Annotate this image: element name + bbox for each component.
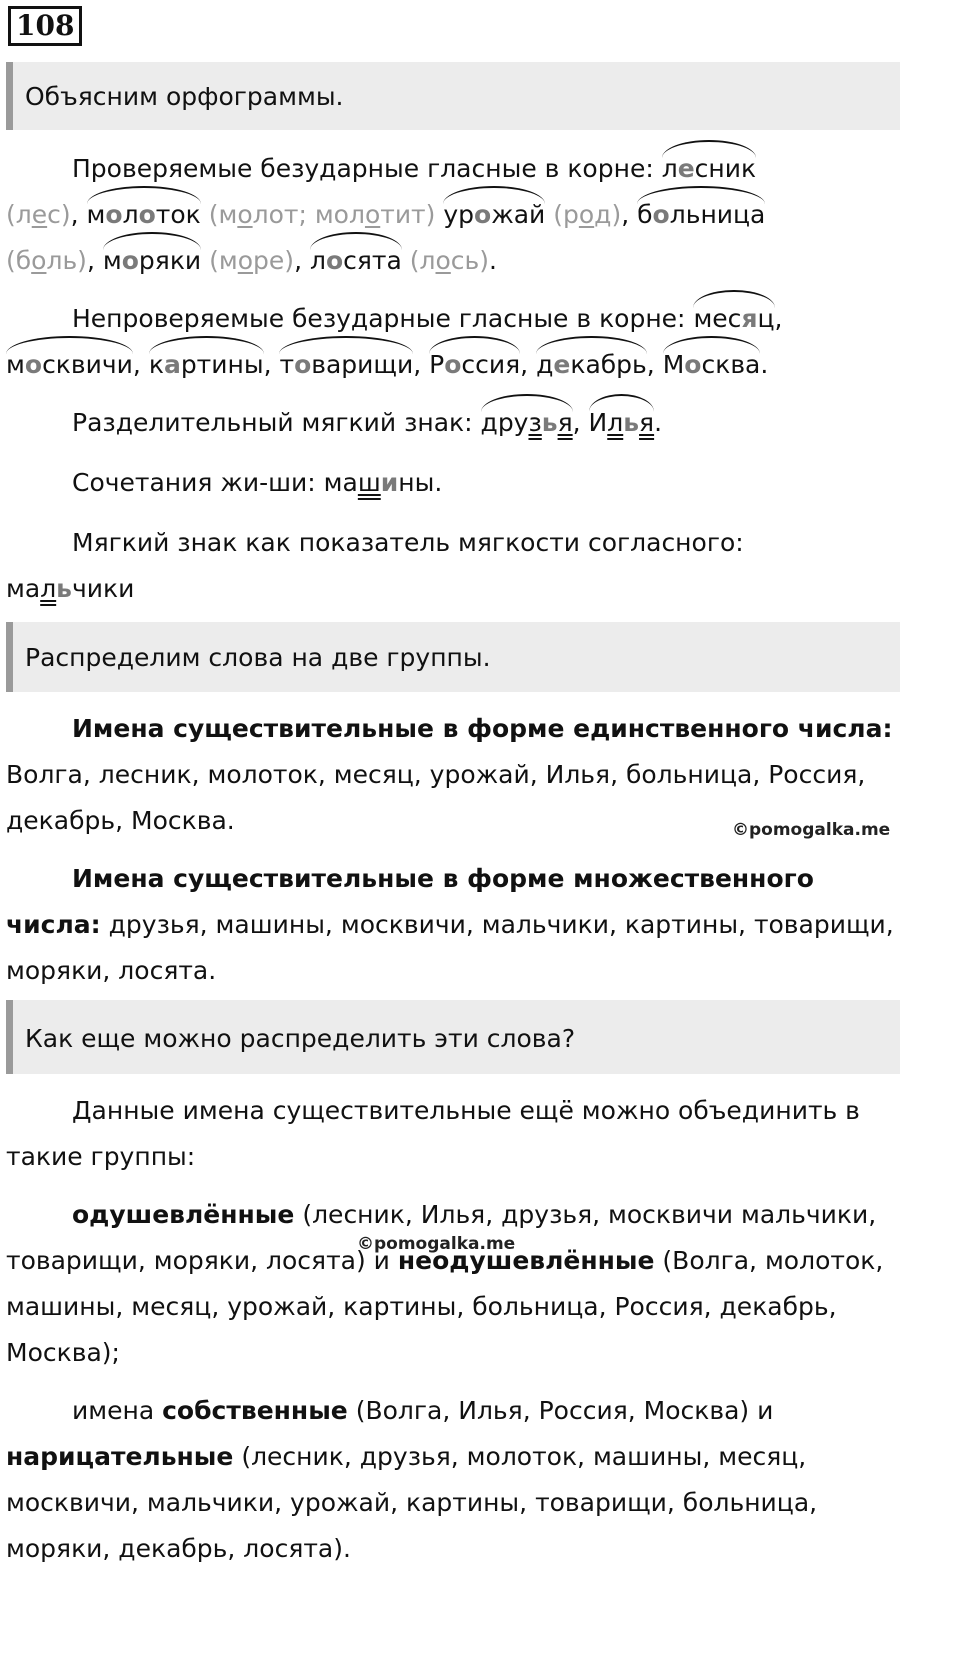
section-heading-groups: Распределим слова на две группы. xyxy=(6,622,900,692)
unchecked-vowels-label: Непроверяемые безударные гласные в корне: xyxy=(72,304,686,333)
other-intro-text: Данные имена существительные ещё можно объединить в такие группы: xyxy=(6,1096,860,1171)
singular-label: Имена существительные в форме единственного числа: xyxy=(72,714,893,743)
section-heading-spelling: Объясним орфограммы. xyxy=(6,62,900,130)
zhi-shi-paragraph: Сочетания жи-ши: машины. xyxy=(72,468,443,497)
singular-words: Волга, лесник, молоток, месяц, урожай, Илья, больница, Россия, декабрь, Москва. xyxy=(6,760,866,835)
unchecked-vowels-paragraph: Непроверяемые безударные гласные в корне: месяц, москвичи, картины, товарищи, Россия, декабрь, Москва. xyxy=(6,296,898,388)
animate-label: одушевлённые xyxy=(72,1200,295,1229)
and-word: и xyxy=(373,1246,390,1275)
checked-vowels-label: Проверяемые безударные гласные в корне: xyxy=(72,154,654,183)
other-intro-paragraph xyxy=(6,1088,898,1180)
inanimate-label: неодушевлённые xyxy=(397,1246,655,1275)
soft-sign-divider-paragraph: Разделительный мягкий знак: друзья, Илья. xyxy=(6,400,898,446)
zhi-shi-label: Сочетания жи-ши: xyxy=(72,468,316,497)
section-heading-other: Как еще можно распределить эти слова? xyxy=(6,1000,900,1074)
soft-sign-softness-label: Мягкий знак как показатель мягкости согласного: xyxy=(72,528,744,557)
watermark-2: ©pomogalka.me xyxy=(357,1234,516,1254)
common-label: нарицательные xyxy=(6,1442,234,1471)
plural-words: друзья, машины, москвичи, мальчики, картины, товарищи, моряки, лосята. xyxy=(6,910,894,985)
and-word-2: и xyxy=(757,1396,774,1425)
animate-paragraph xyxy=(6,1192,898,1376)
common-words: (лесник, друзья, молоток, машины, месяц, москвичи, мальчики, урожай, картины, товарищи, больница, моряки, декабрь, лосята). xyxy=(6,1442,818,1563)
exercise-number: 108 xyxy=(8,6,82,46)
proper-common-paragraph xyxy=(6,1388,898,1572)
soft-sign-softness-paragraph: Мягкий знак как показатель мягкости согласного: мальчики xyxy=(6,528,744,603)
animate-words: (лесник, Илья, друзья, москвичи мальчики, товарищи, моряки, лосята) xyxy=(6,1200,877,1275)
plural-paragraph xyxy=(6,856,898,994)
inanimate-words: (Волга, молоток, машины, месяц, урожай, картины, больница, Россия, декабрь, Москва); xyxy=(6,1246,884,1367)
checked-vowels-paragraph: Проверяемые безударные гласные в корне: лесник (лес), молоток (молот; молотит) урожай (род), больница (боль), моряки (море), лосята (лось). xyxy=(6,146,898,284)
names-prefix: имена xyxy=(72,1396,155,1425)
plural-label: Имена существительные в форме множественного числа: xyxy=(6,864,814,939)
proper-label: собственные xyxy=(162,1396,348,1425)
proper-words: (Волга, Илья, Россия, Москва) xyxy=(355,1396,750,1425)
watermark: ©pomogalka.me xyxy=(732,820,891,840)
soft-sign-divider-label: Разделительный мягкий знак: xyxy=(72,408,473,437)
